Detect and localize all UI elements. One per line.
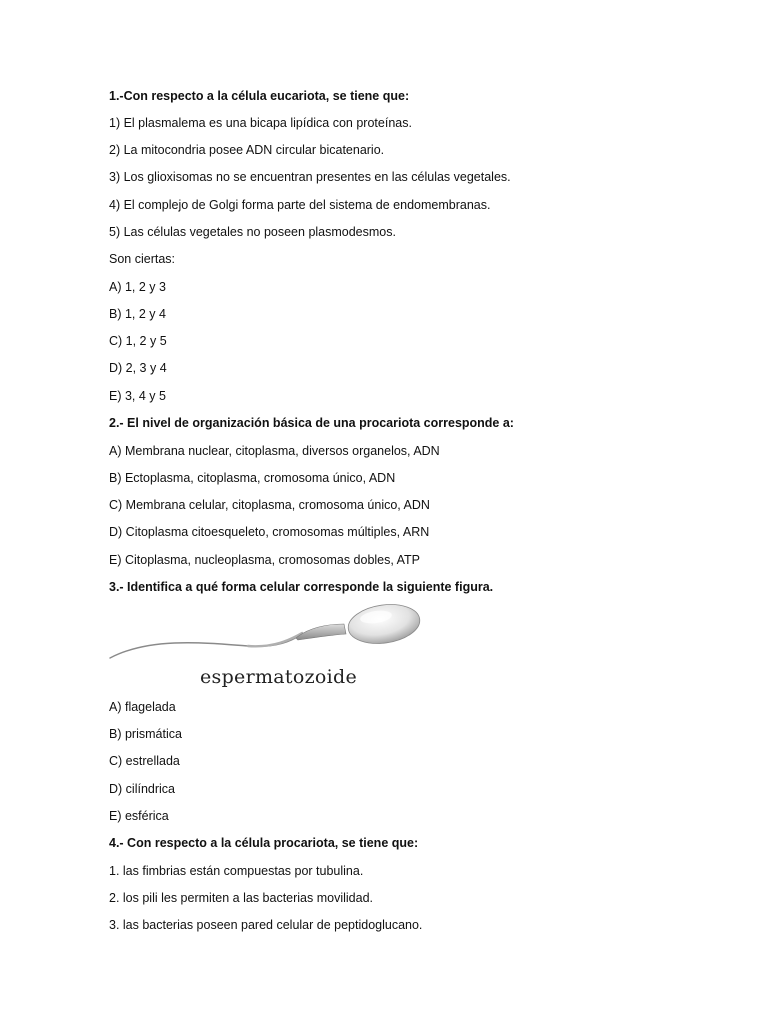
- question-1-title: 1.-Con respecto a la célula eucariota, se tiene que:: [109, 89, 410, 103]
- sperm-cell-illustration: [108, 602, 438, 672]
- question-1-option-c: C) 1, 2 y 5: [109, 334, 167, 348]
- question-1-statement-2: 2) La mitocondria posee ADN circular bicatenario.: [109, 143, 385, 157]
- question-4-title: 4.- Con respecto a la célula procariota, se tiene que:: [109, 836, 419, 850]
- question-3-option-c: C) estrellada: [109, 754, 180, 768]
- question-1-statement-3: 3) Los glioxisomas no se encuentran presentes en las células vegetales.: [109, 170, 511, 184]
- question-1-option-e: E) 3, 4 y 5: [109, 389, 166, 403]
- sperm-head: [346, 602, 423, 648]
- question-1-statement-5: 5) Las células vegetales no poseen plasmodesmos.: [109, 225, 396, 239]
- sperm-tail: [110, 635, 300, 658]
- question-3-option-d: D) cilíndrica: [109, 782, 175, 796]
- question-1-option-d: D) 2, 3 y 4: [109, 361, 167, 375]
- question-4-statement-3: 3. las bacterias poseen pared celular de peptidoglucano.: [109, 918, 423, 932]
- question-2-option-a: A) Membrana nuclear, citoplasma, diversos organelos, ADN: [109, 444, 440, 458]
- question-2-option-d: D) Citoplasma citoesqueleto, cromosomas múltiples, ARN: [109, 525, 430, 539]
- question-4-statement-1: 1. las fimbrias están compuestas por tubulina.: [109, 864, 364, 878]
- question-1-statement-1: 1) El plasmalema es una bicapa lipídica con proteínas.: [109, 116, 412, 130]
- question-3-option-a: A) flagelada: [109, 700, 176, 714]
- question-1-option-b: B) 1, 2 y 4: [109, 307, 166, 321]
- question-1-prompt: Son ciertas:: [109, 252, 176, 266]
- question-3-option-e: E) esférica: [109, 809, 169, 823]
- question-4-statement-2: 2. los pili les permiten a las bacterias movilidad.: [109, 891, 374, 905]
- question-3-option-b: B) prismática: [109, 727, 182, 741]
- figure-caption: espermatozoide: [200, 666, 358, 688]
- question-2-title: 2.- El nivel de organización básica de una procariota corresponde a:: [109, 416, 514, 430]
- question-1-option-a: A) 1, 2 y 3: [109, 280, 166, 294]
- question-2-option-c: C) Membrana celular, citoplasma, cromosoma único, ADN: [109, 498, 430, 512]
- question-2-option-b: B) Ectoplasma, citoplasma, cromosoma único, ADN: [109, 471, 396, 485]
- question-2-option-e: E) Citoplasma, nucleoplasma, cromosomas dobles, ATP: [109, 553, 421, 567]
- sperm-cell-figure: [108, 602, 438, 692]
- question-1-statement-4: 4) El complejo de Golgi forma parte del sistema de endomembranas.: [109, 198, 491, 212]
- sperm-midpiece: [296, 624, 346, 640]
- question-3-title: 3.- Identifica a qué forma celular corresponde la siguiente figura.: [109, 580, 494, 594]
